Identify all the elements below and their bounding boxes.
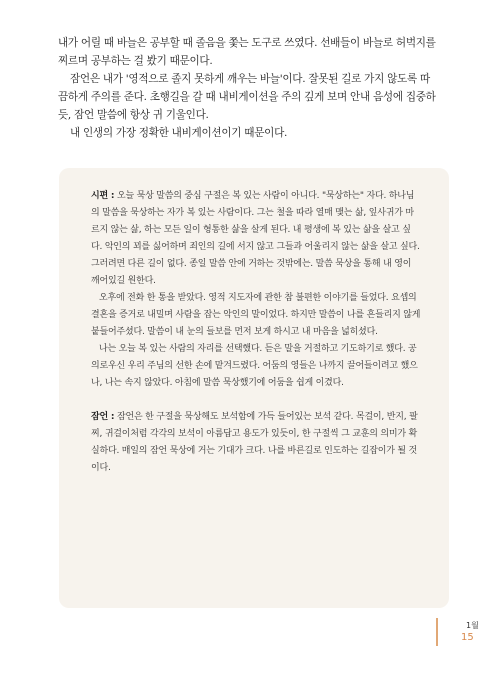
intro-paragraph: 내 인생의 가장 정확한 내비게이션이기 때문이다. (70, 127, 288, 139)
intro-text (58, 34, 438, 142)
psalm-paragraph: 나는 오늘 복 있는 사람의 자리를 선택했다. 듣은 말을 거절하고 기도하기로 했다. 공의로우신 우리 주님의 선한 손에 맡겨드렸다. 어둠의 영들은 나까지 끌어들이려고 했으나, 나는 속지 않았다. 아침에 말씀 묵상했기에 어둠을 쉽게 이겼다. (91, 344, 418, 388)
proverbs-paragraph (91, 409, 421, 477)
page-number: 15 (461, 632, 474, 643)
intro-paragraph: 내가 어릴 때 바늘은 공부할 때 졸음을 쫓는 도구로 쓰였다. 선배들이 바늘로 허벅지를 찌르며 공부하는 걸 봤기 때문이다. (58, 37, 436, 67)
section-spacer (91, 392, 421, 409)
psalm-text: 오늘 묵상 말씀의 중심 구절은 복 있는 사람이 아니다. "묵상하는" 자다. 하나님의 말씀을 묵상하는 자가 복 있는 사람이다. 그는 철을 따라 열매 맺는 삶, 잎사귀가 마르지 않는 삶, 하는 모든 일이 형통한 삶을 살게 된다. 내 평생에 복 있는 삶을 살고 싶다. 악인의 꾀를 싫어하며 죄인의 길에 서지 않고 그들과 어울리지 않는 삶을 살고 싶다. 그러려면 다른 길이 없다. 종일 말씀 안에 거하는 것밖에는. 말씀 묵상을 통해 내 영이 깨어있길 원한다. (91, 191, 420, 286)
proverbs-text: 잠언은 한 구절을 묵상해도 보석함에 가득 들어있는 보석 같다. 목걸이, 반지, 팔찌, 귀걸이처럼 각각의 보석이 아름답고 용도가 있듯이, 한 구절씩 그 교훈의 의미가 확실하다. 매일의 잠언 묵상에 거는 기대가 크다. 나를 바른길로 인도하는 길잡이가 될 것이다. (91, 412, 418, 473)
psalm-label: 시편 : (91, 191, 115, 201)
page-folio (436, 618, 500, 646)
meditation-box-content (91, 188, 421, 477)
meditation-box (59, 168, 449, 608)
intro-paragraph: 잠언은 내가 '영적으로 졸지 못하게 깨우는 바늘'이다. 잘못된 길로 가지 않도록 따끔하게 주의를 준다. 초행길을 갈 때 내비게이션을 주의 깊게 보며 안내 음성에 집중하듯, 잠언 말씀에 항상 귀 기울인다. (58, 73, 436, 121)
psalm-paragraph (91, 188, 421, 290)
month-label: 1월 (466, 621, 479, 630)
proverbs-label: 잠언 : (91, 412, 115, 422)
psalm-paragraph: 오후에 전화 한 통을 받았다. 영적 지도자에 관한 참 불편한 이야기를 들었다. 요셉의 결혼을 증거로 내밀며 사람을 잡는 악인의 말이었다. 하지만 말씀이 나를 흔들리지 않게 붙들어주셨다. 말씀이 내 눈의 들보를 먼저 보게 하시고 내 마음을 넓히셨다. (91, 293, 421, 337)
